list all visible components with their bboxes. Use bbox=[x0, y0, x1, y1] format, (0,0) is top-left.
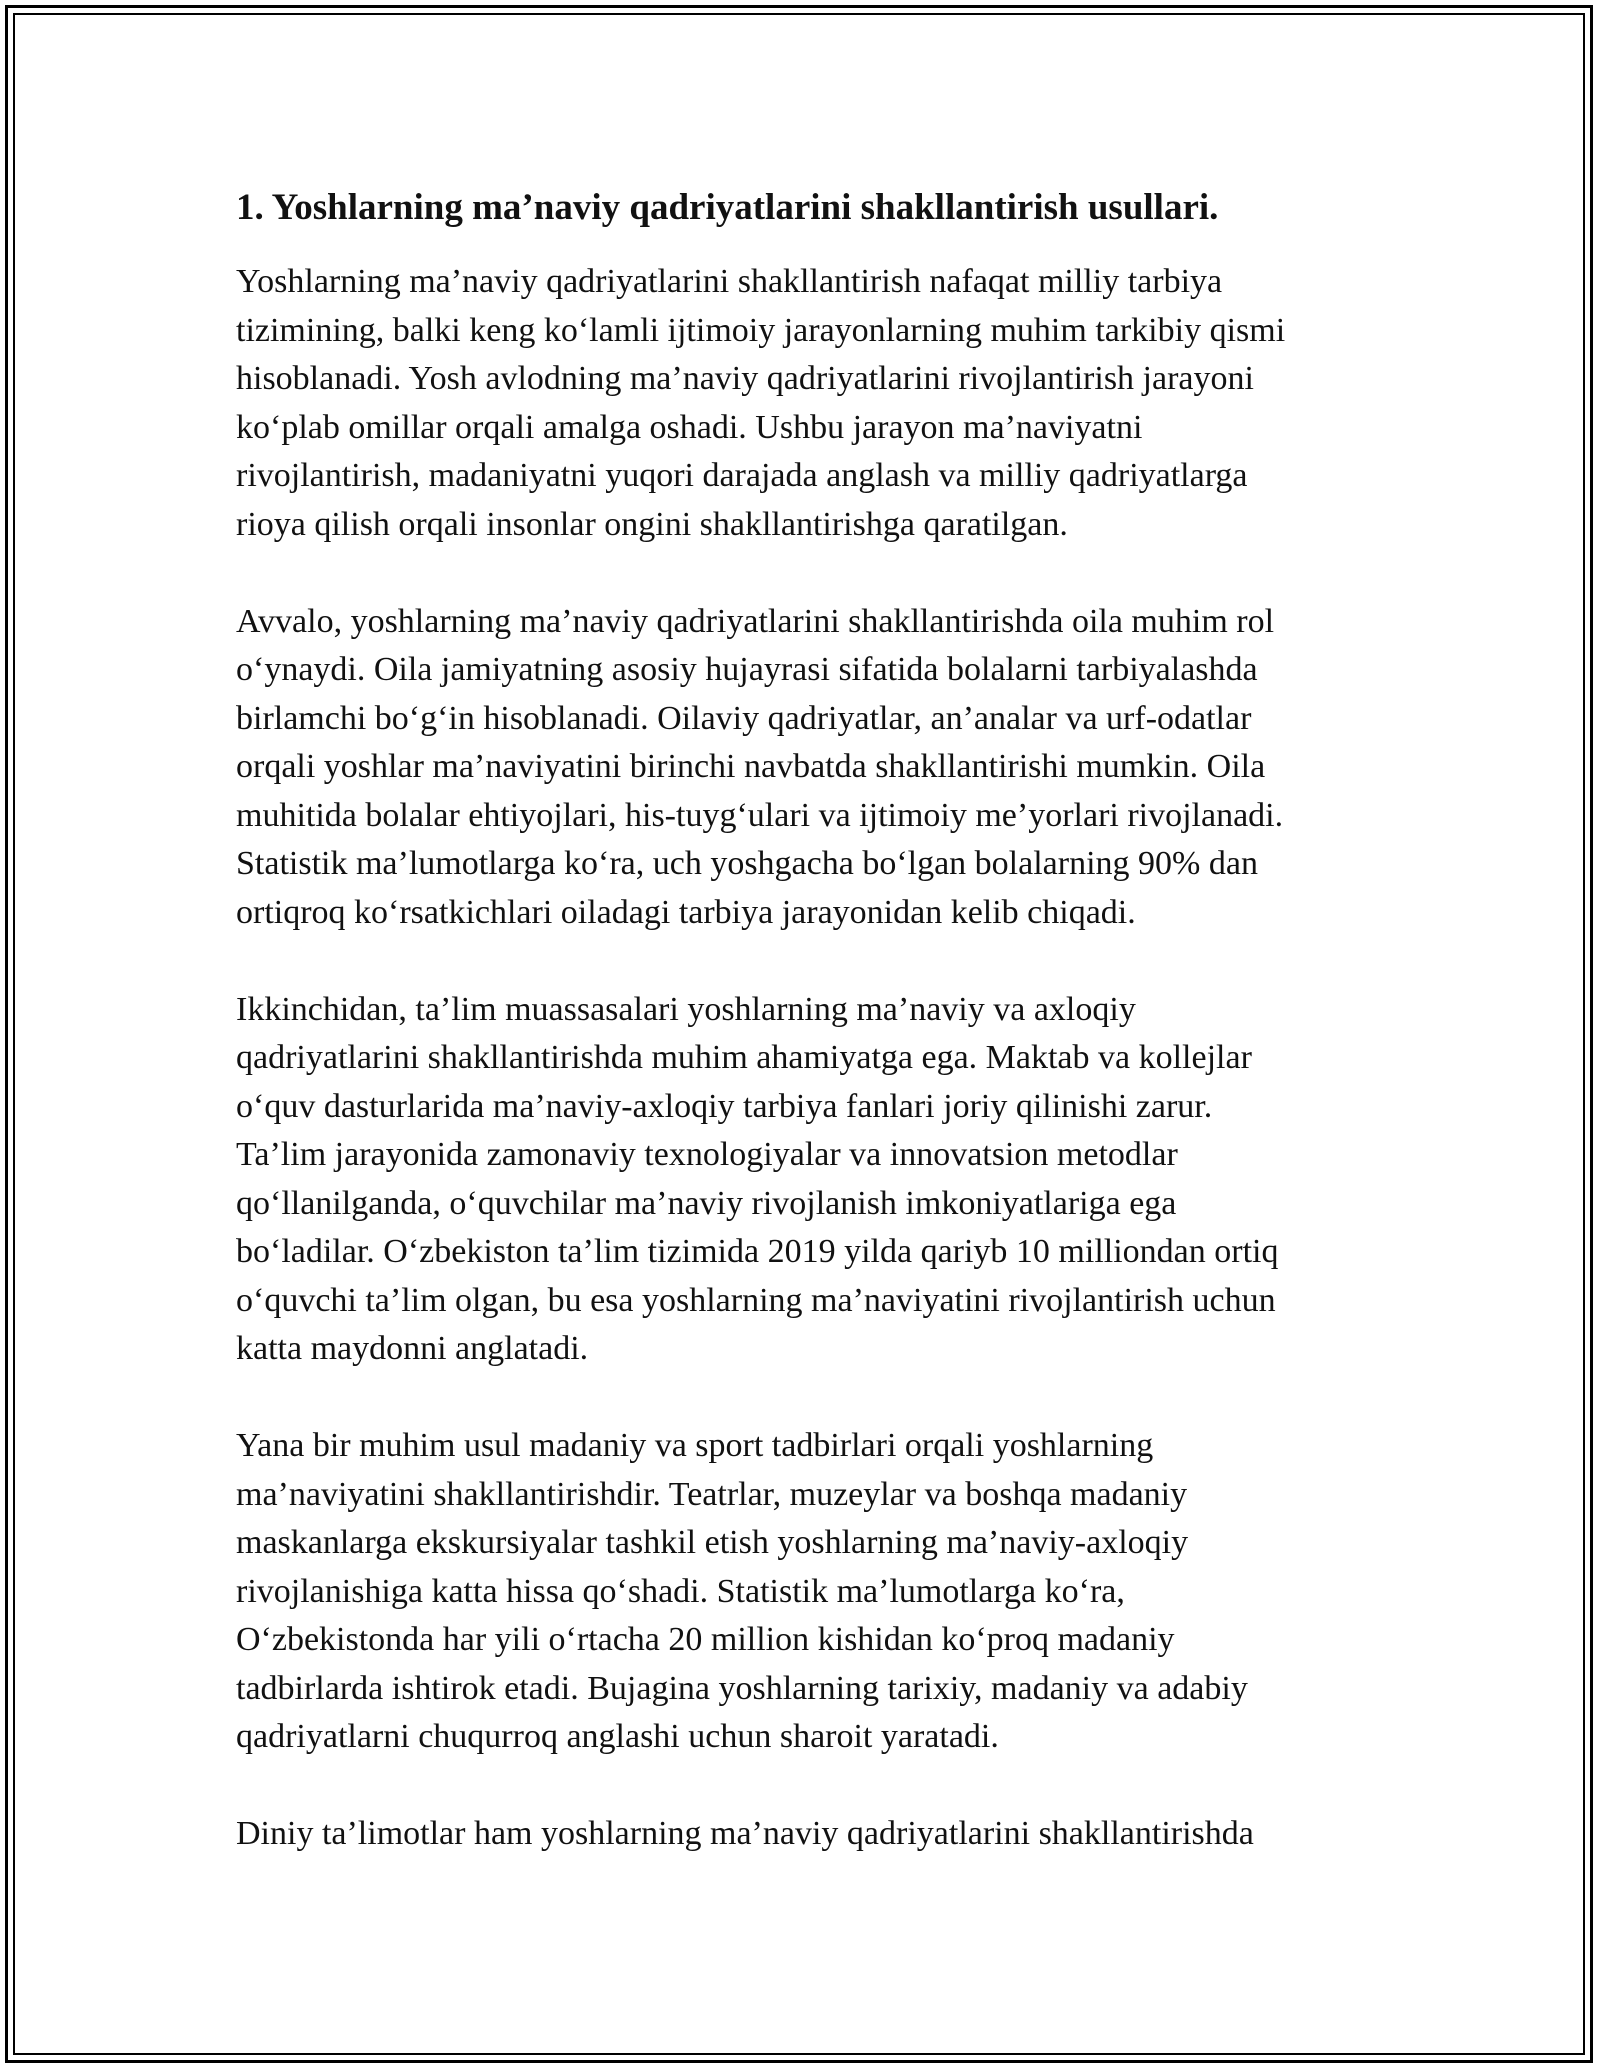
text-line: bo‘ladilar. O‘zbekiston ta’lim tizimida 2019 yilda qariyb 10 milliondan ortiq bbox=[236, 1233, 1279, 1271]
text-line: qo‘llanilganda, o‘quvchilar ma’naviy rivojlanish imkoniyatlariga ega bbox=[236, 1184, 1177, 1222]
paragraph-5 bbox=[236, 1810, 1386, 1859]
paragraph-3 bbox=[236, 986, 1386, 1374]
text-line: Ta’lim jarayonida zamonaviy texnologiyalar va innovatsion metodlar bbox=[236, 1136, 1178, 1174]
text-line: o‘quv dasturlarida ma’naviy-axloqiy tarbiya fanlari joriy qilinishi zarur. bbox=[236, 1087, 1213, 1125]
text-line: qadriyatlarni chuqurroq anglashi uchun sharoit yaratadi. bbox=[236, 1718, 999, 1756]
text-line: Avvalo, yoshlarning ma’naviy qadriyatlarini shakllantirishda oila muhim rol bbox=[236, 602, 1275, 640]
paragraph-1 bbox=[236, 258, 1386, 549]
text-line: Statistik ma’lumotlarga ko‘ra, uch yoshgacha bo‘lgan bolalarning 90% dan bbox=[236, 845, 1258, 883]
text-line: Yana bir muhim usul madaniy va sport tadbirlari orqali yoshlarning bbox=[236, 1427, 1154, 1465]
text-line: Ikkinchidan, ta’lim muassasalari yoshlarning ma’naviy va axloqiy bbox=[236, 990, 1136, 1028]
text-line: hisoblanadi. Yosh avlodning ma’naviy qadriyatlarini rivojlantirish jarayoni bbox=[236, 360, 1254, 398]
text-line: muhitida bolalar ehtiyojlari, his-tuyg‘ulari va ijtimoiy me’yorlari rivojlanadi. bbox=[236, 796, 1284, 834]
text-line: o‘ynaydi. Oila jamiyatning asosiy hujayrasi sifatida bolalarni tarbiyalashda bbox=[236, 651, 1258, 689]
section-heading: 1. Yoshlarning ma’naviy qadriyatlarini shakllantirish usullari. bbox=[236, 187, 1219, 228]
paragraph-4 bbox=[236, 1422, 1386, 1762]
text-line: ma’naviyatini shakllantirishdir. Teatrlar, muzeylar va boshqa madaniy bbox=[236, 1475, 1188, 1513]
text-line: rivojlanishiga katta hissa qo‘shadi. Statistik ma’lumotlarga ko‘ra, bbox=[236, 1572, 1125, 1610]
text-line: orqali yoshlar ma’naviyatini birinchi navbatda shakllantirishi mumkin. Oila bbox=[236, 748, 1266, 786]
text-line: ortiqroq ko‘rsatkichlari oiladagi tarbiya jarayonidan kelib chiqadi. bbox=[236, 893, 1136, 931]
text-line: ko‘plab omillar orqali amalga oshadi. Ushbu jarayon ma’naviyatni bbox=[236, 408, 1143, 446]
text-line: rivojlantirish, madaniyatni yuqori darajada anglash va milliy qadriyatlarga bbox=[236, 457, 1248, 495]
paragraph-2 bbox=[236, 598, 1386, 938]
text-line: qadriyatlarini shakllantirishda muhim ahamiyatga ega. Maktab va kollejlar bbox=[236, 1039, 1252, 1077]
text-line: birlamchi bo‘g‘in hisoblanadi. Oilaviy qadriyatlar, an’analar va urf-odatlar bbox=[236, 699, 1252, 737]
text-line: rioya qilish orqali insonlar ongini shakllantirishga qaratilgan. bbox=[236, 505, 1068, 543]
text-line: tadbirlarda ishtirok etadi. Bujagina yoshlarning tarixiy, madaniy va adabiy bbox=[236, 1669, 1248, 1707]
text-line: Yoshlarning ma’naviy qadriyatlarini shakllantirish nafaqat milliy tarbiya bbox=[236, 263, 1223, 301]
text-line: tizimining, balki keng ko‘lamli ijtimoiy jarayonlarning muhim tarkibiy qismi bbox=[236, 311, 1286, 349]
text-line: katta maydonni anglatadi. bbox=[236, 1330, 589, 1368]
text-line: Diniy ta’limotlar ham yoshlarning ma’naviy qadriyatlarini shakllantirishda bbox=[236, 1815, 1254, 1853]
document-body bbox=[236, 186, 1386, 1859]
text-line: O‘zbekistonda har yili o‘rtacha 20 million kishidan ko‘proq madaniy bbox=[236, 1621, 1175, 1659]
text-line: maskanlarga ekskursiyalar tashkil etish yoshlarning ma’naviy-axloqiy bbox=[236, 1524, 1189, 1562]
text-line: o‘quvchi ta’lim olgan, bu esa yoshlarning ma’naviyatini rivojlantirish uchun bbox=[236, 1281, 1276, 1319]
